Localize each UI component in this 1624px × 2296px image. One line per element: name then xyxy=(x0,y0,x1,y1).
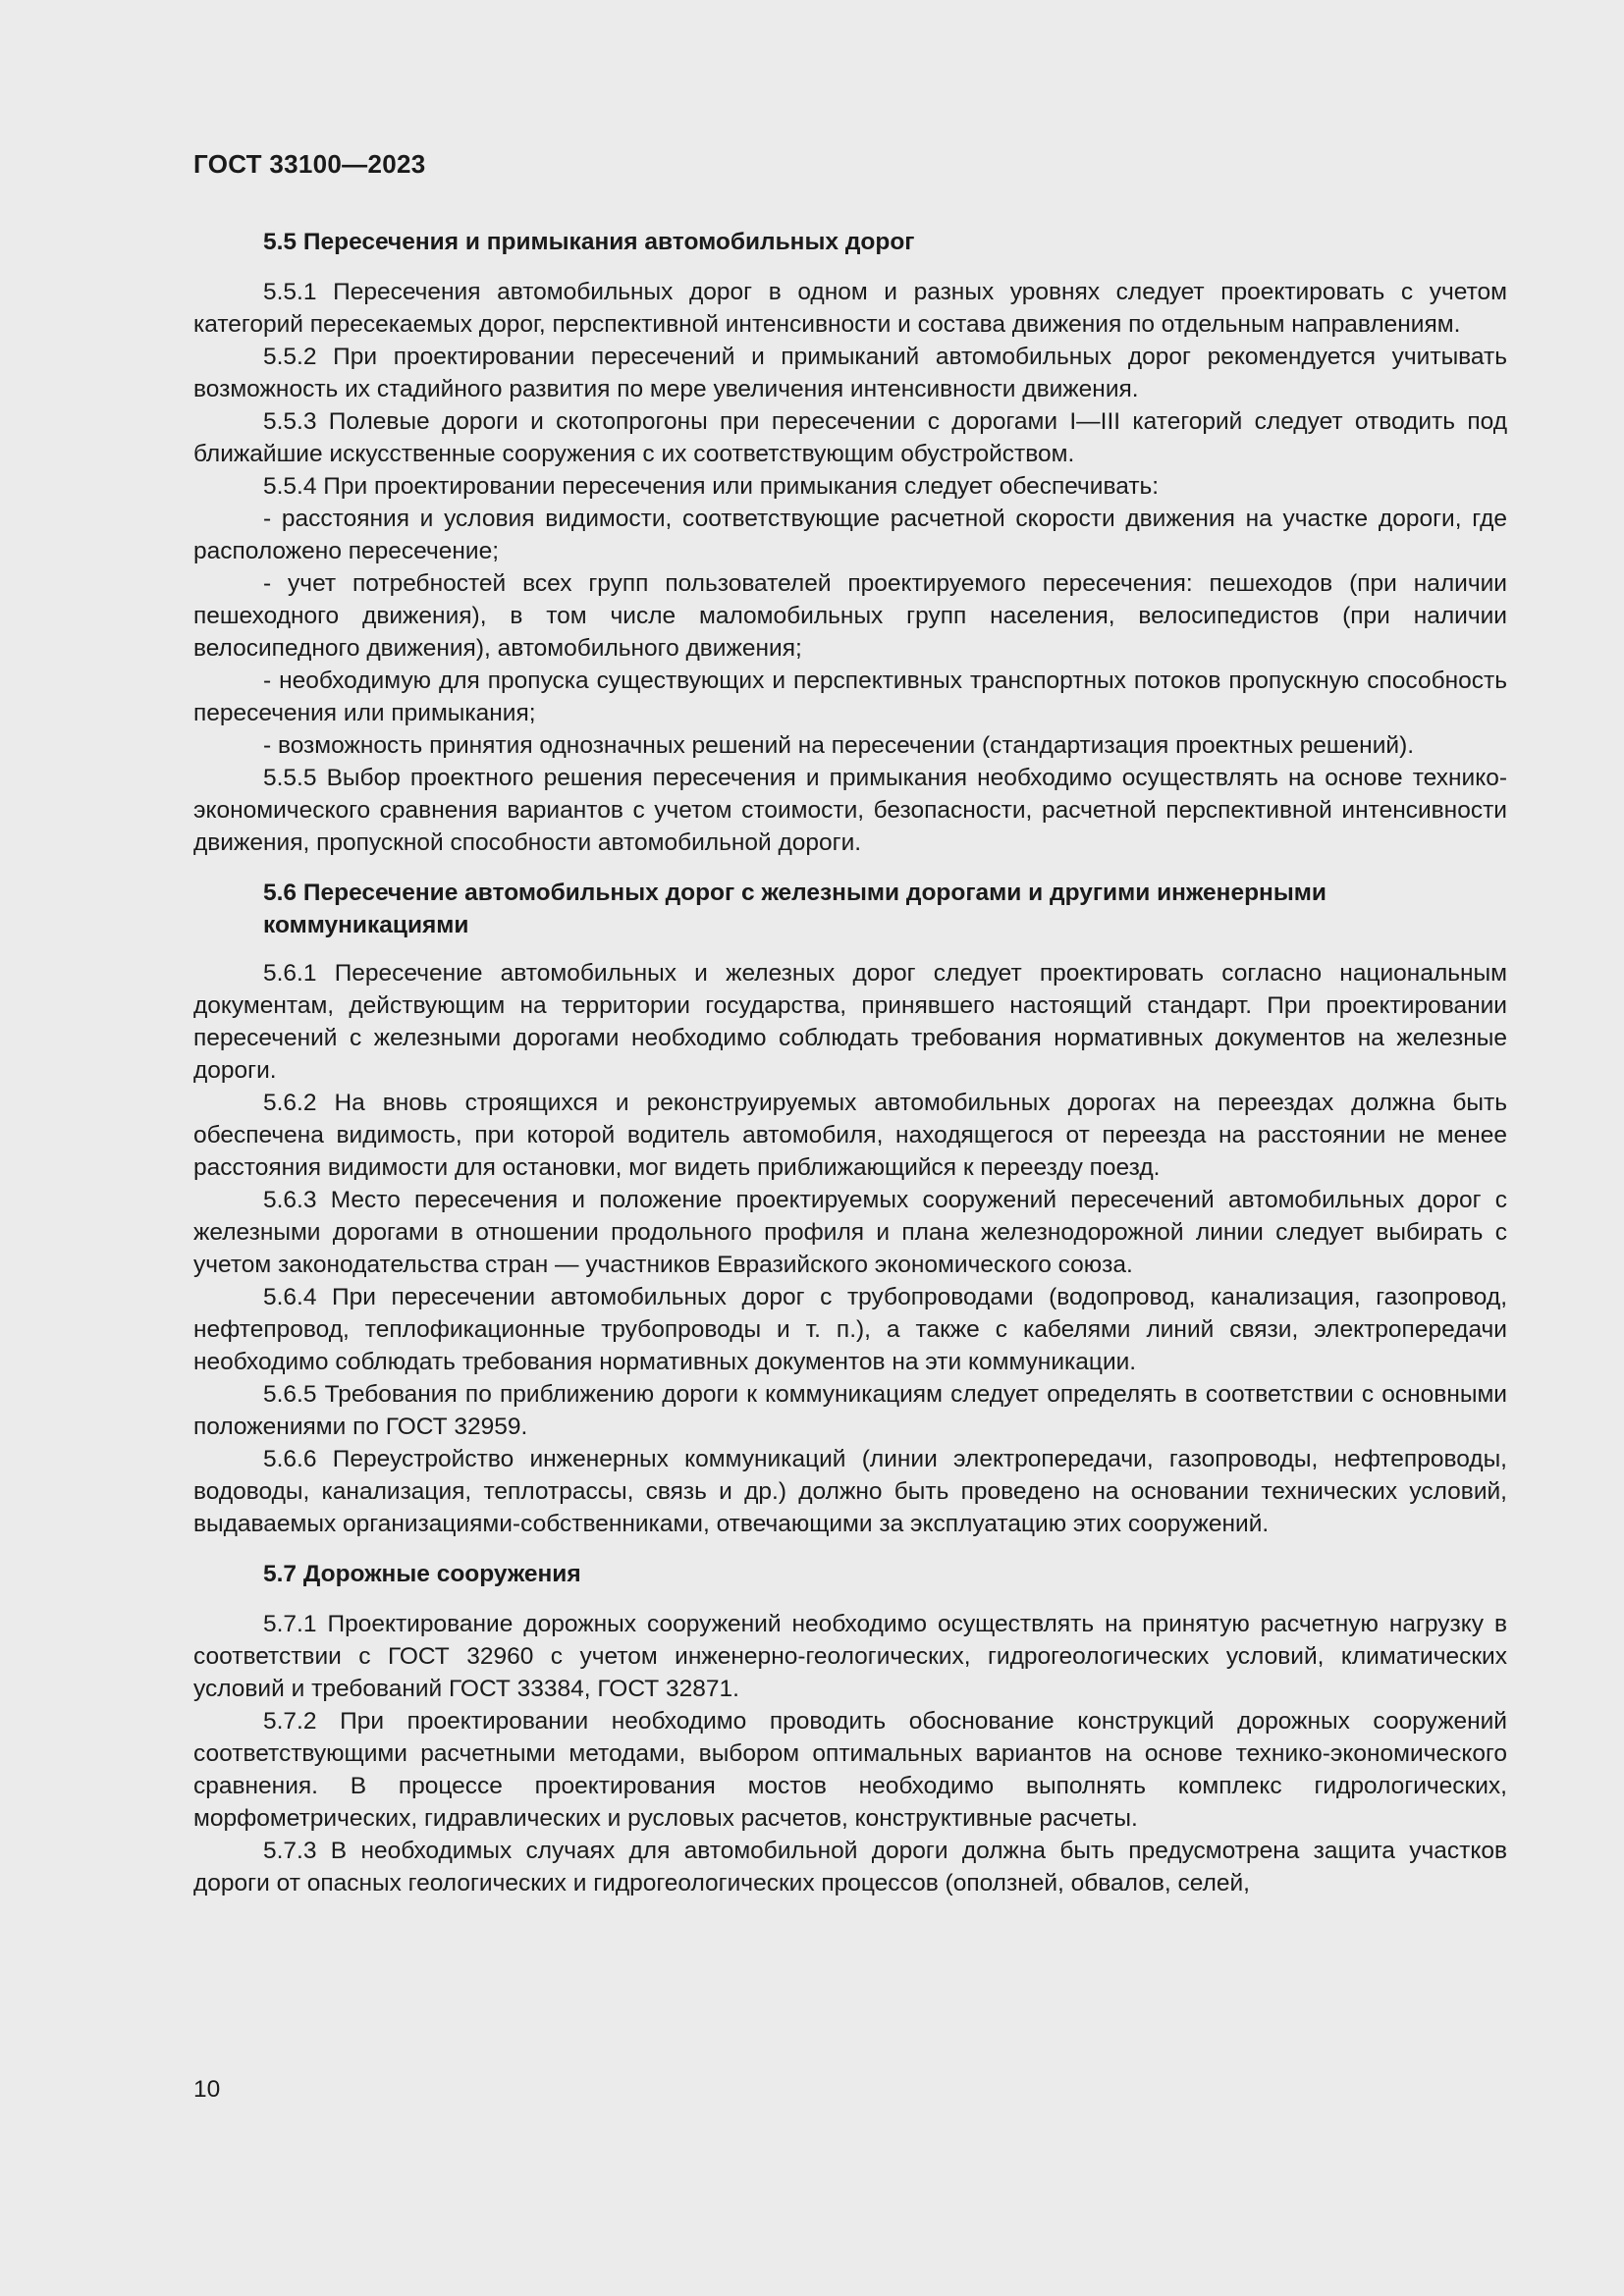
section-heading-5-5: 5.5 Пересечения и примыкания автомобильных дорог xyxy=(263,229,915,255)
page-number: 10 xyxy=(193,2076,221,2103)
paragraph-5-6-5: 5.6.5 Требования по приближению дороги к коммуникациям следует определять в соответствии с основными положениями по ГОСТ 32959. xyxy=(193,1381,1507,1440)
paragraph-5-5-2: 5.5.2 При проектировании пересечений и примыканий автомобильных дорог рекомендуется учитывать возможность их стадийного развития по мере увеличения интенсивности движения. xyxy=(193,344,1507,402)
paragraph-5-5-4: 5.5.4 При проектировании пересечения или примыкания следует обеспечивать: xyxy=(263,473,1160,500)
document-page xyxy=(193,147,1507,2110)
list-item-standardization: - возможность принятия однозначных решений на пересечении (стандартизация проектных решений). xyxy=(263,732,1415,759)
list-item-visibility: - расстояния и условия видимости, соответствующие расчетной скорости движения на участке дороги, где расположено пересечение; xyxy=(193,506,1507,564)
list-item-capacity: - необходимую для пропуска существующих и перспективных транспортных потоков пропускную способность пересечения или примыкания; xyxy=(193,667,1507,726)
section-heading-5-6: 5.6 Пересечение автомобильных дорог с железными дорогами и другими инженерными коммуникациями xyxy=(263,880,1326,938)
paragraph-5-7-2: 5.7.2 При проектировании необходимо проводить обоснование конструкций дорожных сооружений соответствующими расчетными методами, выбором оптимальных вариантов на основе технико-экономического сравнения. В процессе проектирования мостов необходимо выполнять комплекс гидрологических, морфометрических, гидравлических и русловых расчетов, конструктивные расчеты. xyxy=(193,1708,1507,1832)
paragraph-5-5-3: 5.5.3 Полевые дороги и скотопрогоны при пересечении с дорогами I—III категорий следует отводить под ближайшие искусственные сооружения с их соответствующим обустройством. xyxy=(193,408,1507,467)
paragraph-5-6-6: 5.6.6 Переустройство инженерных коммуникаций (линии электропередачи, газопроводы, нефтепроводы, водоводы, канализация, теплотрассы, связь и др.) должно быть проведено на основании технических условий, выдаваемых организациями-собственниками, отвечающими за эксплуатацию этих сооружений. xyxy=(193,1446,1507,1537)
paragraph-5-5-5: 5.5.5 Выбор проектного решения пересечения и примыкания необходимо осуществлять на основе технико-экономического сравнения вариантов с учетом стоимости, безопасности, расчетной перспективной интенсивности движения, пропускной способности автомобильной дороги. xyxy=(193,765,1507,856)
document-header: ГОСТ 33100—2023 xyxy=(193,149,426,179)
section-heading-5-7: 5.7 Дорожные сооружения xyxy=(263,1561,581,1587)
paragraph-5-6-1: 5.6.1 Пересечение автомобильных и железных дорог следует проектировать согласно национальным документам, действующим на территории государства, принявшего настоящий стандарт. При проектировании пересечений с железными дорогами необходимо соблюдать требования нормативных документов на железные дороги. xyxy=(193,960,1507,1084)
paragraph-5-6-2: 5.6.2 На вновь строящихся и реконструируемых автомобильных дорогах на переездах должна быть обеспечена видимость, при которой водитель автомобиля, находящегося от переезда на расстоянии не менее расстояния видимости для остановки, мог видеть приближающийся к переезду поезд. xyxy=(193,1090,1507,1181)
list-item-user-groups: - учет потребностей всех групп пользователей проектируемого пересечения: пешеходов (при наличии пешеходного движения), в том числе маломобильных групп населения, велосипедистов (при наличии велосипедного движения), автомобильного движения; xyxy=(193,570,1507,662)
paragraph-5-7-1: 5.7.1 Проектирование дорожных сооружений необходимо осуществлять на принятую расчетную нагрузку в соответствии с ГОСТ 32960 с учетом инженерно-геологических, гидрогеологических условий, климатических условий и требований ГОСТ 33384, ГОСТ 32871. xyxy=(193,1611,1507,1702)
paragraph-5-6-3: 5.6.3 Место пересечения и положение проектируемых сооружений пересечений автомобильных дорог с железными дорогами в отношении продольного профиля и плана железнодорожной линии следует выбирать с учетом законодательства стран — участников Евразийского экономического союза. xyxy=(193,1187,1507,1278)
paragraph-5-6-4: 5.6.4 При пересечении автомобильных дорог с трубопроводами (водопровод, канализация, газопровод, нефтепровод, теплофикационные трубопроводы и т. п.), а также с кабелями линий связи, электропередачи необходимо соблюдать требования нормативных документов на эти коммуникации. xyxy=(193,1284,1507,1375)
paragraph-5-5-1: 5.5.1 Пересечения автомобильных дорог в одном и разных уровнях следует проектировать с учетом категорий пересекаемых дорог, перспективной интенсивности и состава движения по отдельным направлениям. xyxy=(193,279,1507,338)
paragraph-5-7-3: 5.7.3 В необходимых случаях для автомобильной дороги должна быть предусмотрена защита участков дороги от опасных геологических и гидрогеологических процессов (оползней, обвалов, селей, xyxy=(193,1838,1507,1896)
